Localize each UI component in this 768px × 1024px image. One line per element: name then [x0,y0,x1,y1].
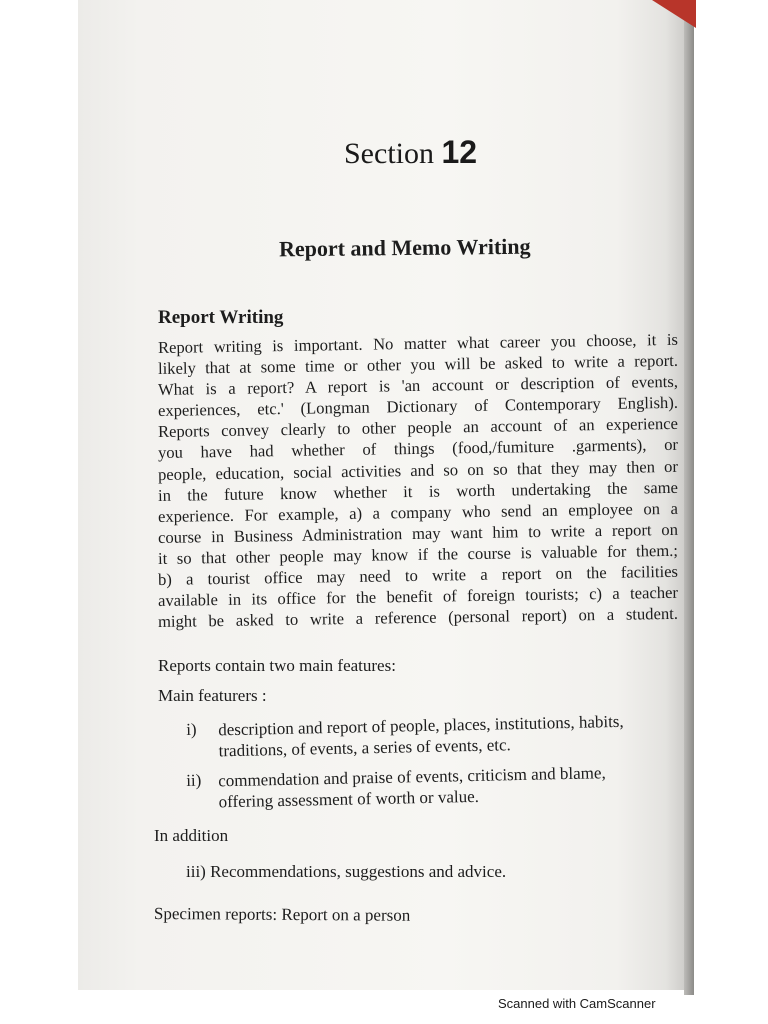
in-addition-label: In addition [154,826,229,845]
list-marker: iii) [186,862,206,881]
camscanner-watermark: Scanned with CamScanner [498,996,656,1011]
feature-line: traditions, of events, a series of events, etc. [218,735,512,761]
paragraph-line: it so that other people may know if the course is valuable for them.; [157,540,679,568]
main-featurers-label: Main featurers : [158,686,267,705]
report-writing-paragraph [157,329,679,632]
feature-line: commendation and praise of events, criticism and blame, [218,763,606,791]
paragraph-line: experience. For example, a) a company who send an employee on a [157,498,679,526]
addition-item-iii [186,862,506,882]
paragraph-line: available in its office for the benefit of foreign tourists; c) a teacher [157,582,679,611]
chapter-heading: Report and Memo Writing [278,233,531,262]
feature-line: offering assessment of worth or value. [218,786,480,812]
paragraph-line: course in Business Administration may want him to write a report on [157,519,679,547]
page-edge-shadow [684,20,694,995]
section-number: 12 [441,134,478,170]
paragraph-line: What is a report? A report is 'an account or description of events, [157,372,679,400]
list-marker: i) [186,719,197,739]
paragraph-line: in the future know whether it is worth undertaking the same [157,477,679,505]
paragraph-line: might be asked to write a reference (personal report) on a student. [157,604,679,632]
feature-text [218,762,606,812]
feature-text [218,711,624,761]
specimen-reports-line: Specimen reports: Report on a person [153,904,411,925]
feature-line: description and report of people, places, institutions, habits, [218,711,624,740]
section-label: Section [344,137,434,170]
paragraph-line: people, education, social activities and so on so that they may then or [157,456,679,484]
paragraph-line: likely that at some time or other you will be asked to write a report. [157,350,679,379]
report-writing-heading: Report Writing [158,307,284,328]
red-corner-marker [652,0,696,28]
addition-text: Recommendations, suggestions and advice. [210,862,507,881]
paragraph-line: Reports convey clearly to other people an account of an experience [157,414,679,442]
paragraph-line: experiences, etc.' (Longman Dictionary of Contemporary English). [157,393,679,421]
features-intro: Reports contain two main features: [158,656,396,675]
paragraph-line: you have had whether of things (food,/fumiture .garments), or [157,435,679,463]
paragraph-line: Report writing is important. No matter what career you choose, it is [157,329,679,357]
list-marker: ii) [186,770,202,790]
section-title [344,134,477,171]
paragraph-line: b) a tourist office may need to write a report on the facilities [157,561,679,590]
